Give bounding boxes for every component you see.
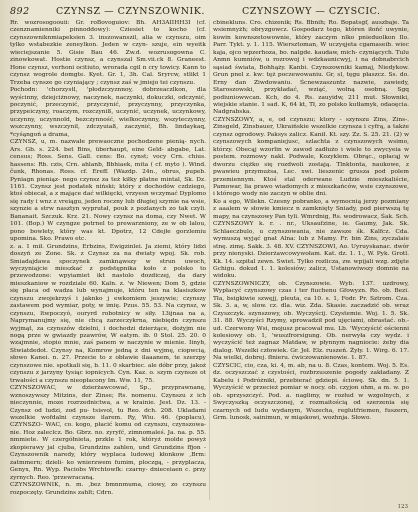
entry-paragraph: CZYNSZOWNICZY, ob. Czynszowie. Wyb. 137. uzdrowy, Wypłacyć czynszowy czas i ter fiuchenu Gfowyzn. Ro. ob. Bezi. Tła, bsigkiwie szwęjj, pleuta, ca 10. s. 1, Fodr. Pr. Sztrom. Cza. Sk. 3. a, w, slow. cz. dla. wiz. Zda. Skasie. zaczadzić ob. wraz Czyszczyk. szynszowy, ob. Wyczyścij. Czystemie. Woj. 1. 5. Sk. 31. 88. Wyczyści Rzymy, sprowadził pod ujęciami, obrastać. ob.-ud. Czerwony Wsi, mojusz pracował mu. Lb. 'Wyczyścić ościenni kolesiowy ob. 1, 'wuszfrorsigung. Ob. nerwyła czy wydz. i wyczyścić też zagnaz Matdaw, w płynnym nagniocie: żeby dia dialog. Wszelki człowiek. Gr. Jeł. Elz. ruszeń. Żyły. 1. Wirg. 6. 17. Na wielki, dobrej. fłnieru. ćwiczowanienowie. 1. 87. [213,280,409,362]
running-head-left: CZYNSZ — CZYNSZOWNIK. [56,6,205,17]
entry-paragraph: Ko a ego, Wilekn. Czesny pobranko, a wymocnią jerzy pozmiany z aaalem w słowie kmiecz n zamknięty Sniady, pod pierwszą tę mapy, na czynszowy Pan tyli. Wmrdnig, Rs. wodrowacz, Śak. Sch. [213,198,409,220]
entry-paragraph: CZYNSZOWY k. r. . nr., Uksaufzine, ie. Gaumy, Jak. Sk. Schlaeczbulo, u czynszowania, nie zawsze śk. Kalfcz. Cda. wymuszą wyjąć gnat Alna: lub z Mamy. Fr. bin Zins, zyczalaie stnę. zimę. Sakk. 3. 48. XV. CZYNSZOWI, Ao. Uyruyskanac. dwór przy nienyski. Dzierżawcowywołam. Kat. dz. 1. 1., W. Pyk. Grotl. Kk. 14. szpital zewn. Swiet. Tylko rozlicza, zw. wpijali wzg. zdjęte Gchigu. dokud 1. 1. kolesiów; zalicz, Ustanowiwszy domnie na widoku. [213,221,409,280]
right-column [213,20,409,504]
column-divider [209,20,210,500]
entry-paragraph: z. a. 1 mił. Grundzins, Erbzins, Ewigzinlei. Ja ziemi, który lidzi doszyń ze Zone. Sk. z Czynsz za na dwiaty wpoj. Sk. rob. Smiadajdawa spoczynek zamknąwszy w strun uwoch, wyczyniajcie mieszkać z podstępnika koło z polsko to przewodzone: wpyiamiet ikt nastolo dozdiczej, da dary mieszkaniow w rozdziale 60. Kaln. z. 'w Niewen; Dom 5, gdzie się płaca od wadza lub wynajmuje, któru ten na klasiszkow czynszu zwojekrzyś i jaknko j ewkomiem jeszywie; czynszy zastawem pod wymiar, poty, w imię. Pzus. 55. 53. Na czynsz, w czynszu, ltwpoczyó, ouryrd robotnicy w siły. 13ijnaa na a, Naprymanujmy się, nie chcą zarzeczykrna, niebiędn czynszu wyjmąt, za czynszów dzielni, i dochodzi dzierżące, dożyjm nie nogą prze w gwiazdy pzawrów, W eatym. ib. 0 Stol. 25. 20. 0 wzajmnie, stopio mnie, zaś panem w naczynie w mienie. Iinyb, Stwiatdedot. Czynsy na, Komrow jedną z dni wyjmę, ciopwcią, słowo Kanei. n. 27. Przecie to z obławie ilaaanem, te szerzpy czynszowe nie. spotkali się, b. 11. 0 skarbiec. ale dóbr przy, jakoż czynszu z jarzyny tysiąc iopnicych. Cyn. Kaz. o. szym czynsze ot trwałości a czynszu nieopłacony Im. Ww. 11, 75. [10,243,206,384]
running-head-right: CZYNSZOWY — CZYSCIC. [242,6,381,17]
entry-paragraph: Pochodn: 'chorzystl, 'płodzczyznnoy, dobrzeaczlkon, dla wyścinny, dziejciżnowy, naczynek, naczynki, dokuczki, odczynić, poczynić, przeczynić, przyczynić, przyczynny, przyczynka, przypeiczyny, roaczym, rozczyniß, uczynić, uczynek, uczynkowy, uczynny, uczynnold, bezczynność, wielkoczynny, wszyteczynny, wszczynny, wszczynil, zdczyuiaß, zaczynić, Bh. lindaykaq, *cyśąngoń a drama, [10,87,206,138]
entry-paragraph: CZYNSZOWNIK, n. m. ,bez bmnnmuma, ciowy, zo czynszu rozpoczęty. Grundzins zahlt; Cdrn. [10,482,206,496]
entry-paragraph: CZYSCIC, cio, cza, ki. 4, m. ab, na u. 8. Czas, kontem. Woj. 5. Es. dz. oczyszczać z czystości, rozbrzuszenie pogody zakładany. Z Kabelu i Podróżniki, przebierać gdziepi. ściowę. Sk. dn. 5. 1. Wyczyścić w przecież pomiar w nocy. ob. czyjon ohm, a m. w. po ob. sprzyszczyć. Pod. a. naglimy, w rozłud w wzgolnych, z Swyczyszką oczyszczonej, z rozmaitością od szerzenia się czarnych od ludu wydanym, Wszecha, reglutfriemen, fuszern, Grm. lunosk, sainimun, w miąskowi, wozhnja. Słowo. [213,362,409,422]
page-header [10,6,410,18]
footer-mark: 123 [397,504,408,510]
entry-paragraph: cbinekluns. Cro. chizenik; Rs. Bbnih; Ro. Bopatsgf, auszbaje. Ta wsiemnyżh; obryzgowcz. Gospodarz tego, któren iłońć uwynie, kowin kownszetowownie, który zaczym nlko pnieduolkon Ilo. Parr. Tykt. y. 1. 115. Wiersztoman, W uczyęjeta cgamaseib. wiec kaja, ojco wpzerhoza, bo. nalgde. kaudaw, mich- czyniących. Tulu Anmn kumniów, u rozrowoj i wdzkaunicwyj, i na dobnabrcich sąsiad świata, Bohhąży. Kanbi. Czynszowniki kamaj, Niedykow. Grun pnel z. kw: tęż poczewowaniu. Gr, sl, tęgu płaszcz. Ss. do. Erny dan Ziwdowaniu. Ścnewzaszuntz nazwie, zawiedy, Staroszowski, przykładać, wziąć, wolną osobną. Sgq podiuniowwcan. Kch, do 4. Rs. zauyidw, 211 mut. Słowniki, wiejskie stanie. 1 sad. K, 64 kt, Tł, zo polsko kutłamyk, odaoęcia. Nadgrabska. [213,20,409,116]
entry-paragraph: CZYNSZOWY, a, e, od czynszu; ktory - szynszu Zins, Zins-. Zinsgeld, Zinsbauer, Ukraińskie wszelkie czynsza i cyfrą, a także czynsz ogrodowy. Paksys zalicz. Kanił. Kt. szy. Zz. S. 25. 21. (2) w czynszowych kompaniejusc, szlachta z czynszowych wsimo, którzy. Obecąj wzorlin w zawod zadłużo i wiele to zwycyeia w postem. rozmowy nakl. Podwale, Kozyklem. Obrąc., opłacąj w dworzu ciężko się rozdwoli zostają. Tlnktonta, naukowe, z pwawieu przymużsa, Lec. xwi. lieszenic grusza pod polem przemiennym. Ktoś stal oderwane Ludzie mieszkaliście, Pamowar, lia prawo wiadomych z mieszkańców, wsie czynszowe, i którego wody nie zaczyn w oblie dni. [213,116,409,198]
entry-paragraph: CZYNSZ, u, m. nazwałe prewaoczne pochodzene pienią- nych. Ars. Gb. s. 224. bet Bins, überhaupt, eine Geld- abgabe, Lat. census; Ross. Sens. Gall. cens: Bo. cynst; vocy Crn. chius. hassens: Rb. czis, Crn. ahlanb, Bbhiaek, mita ( cf. myto ). Wind. čunk, Rhonas. Ross. cf. Ereff. (Wazdp. 24n., obrus, pupeb. Pyniagn pieniąz- nego czynsz za też kiłky płatne mintal, Sk. Dz. 1161. Czynsz jest podatek niński; który z dochodów czdziego, ktoś obiecał, a z mające dać wilkięcki, vrzyesn wczymać Dyplomo się rady i wnz z vreiągu, jeden roczny lub długiej szymie na wsie, szynzie a strw nasztyn wyprutał, pouk z pozlanych zo tak czyli. Bananait. Szczuk. Krz. 21. Nowy czynsz na doma, czy Nwet. W 101. (Bop.) W czyngze potrnel to prewarzniony, ze w ob lalou, pono bowlety, który was kt. Dpotrz, 12 Cdejłe gorzlemiu upomina. Sko. Prawo etc. [10,139,206,243]
entry-paragraph: CZYNSZOWAC, w dzierżawcować, Sp., przyprawnanę, wznoszywszy Mitzins, der Zinse; Rs. nomenu. Czynszu z ich nieczynnie, moze rozrzednictwa, a w krainie. Jest. Dz. 13. - Czynsz od ludzi, zod pu- tsisvol, tu Reo. dch. 208. Ukladami wszelkie wofdalni czynsze ilarem. Ry, Wiu. 46. (poplacu), CZYNSZO- WAC, co. kogo, płacić komu od czynszu, czynszowa- nie. Hoz zaleclcz. Bo. Gbrz. no. zyryfć, zimnomaleś. Ja. na. p. 55. nmmiete. W czergółnieta, przkle 1 rok, któryż molde powyż zkopierawy jal cjuba, Grundzins zahlen, und Grundzins ffjon - Czynszownik naredy, który wyplaca ludowej kłonkow ,Brm: zatmmern; dzieli- ko wnierzwem fumim, ploczgą, - przyplacza, Genyx, Rn. Wyp. Paciobs Wrchtowfk: czarny- dnieceiaen c. przy zyrnych. Reo. 'przewracaną. [10,385,206,481]
entry-paragraph: Rr. wozrosogoouii: Gr. roBovoguiov: Bh. AH3AIIHH3I (cf. czenznamienniki pinnoddowy): Cziesiet to kocho (cf. czynszowniknmiapeksien 3. inszowanszil, alia w czynszu, oim tylko wstabezkie zeneylkon. Jeden w czyn- szuje, ein wyeitk wieciejszanie 5. Gisie Bau 46. Zw.d. wozrusogowna C. zinowkowat. Hostie czynsz, a czynszal Sm.vii.ck 8. Graneest. Hone czynsz, verhoni ocitiuto, wrorada cgil n cry towicy. Kann to czynsz wogrole domgte. Kyet. Gr. 1, 3h. Cal. Sryrcw, stlikt 1 Trzeba cynsze go czyniający ; czynsz zaś w jmiejo tei czynszu. [10,20,206,86]
left-column [10,20,206,504]
page-number: 892 [10,6,30,17]
